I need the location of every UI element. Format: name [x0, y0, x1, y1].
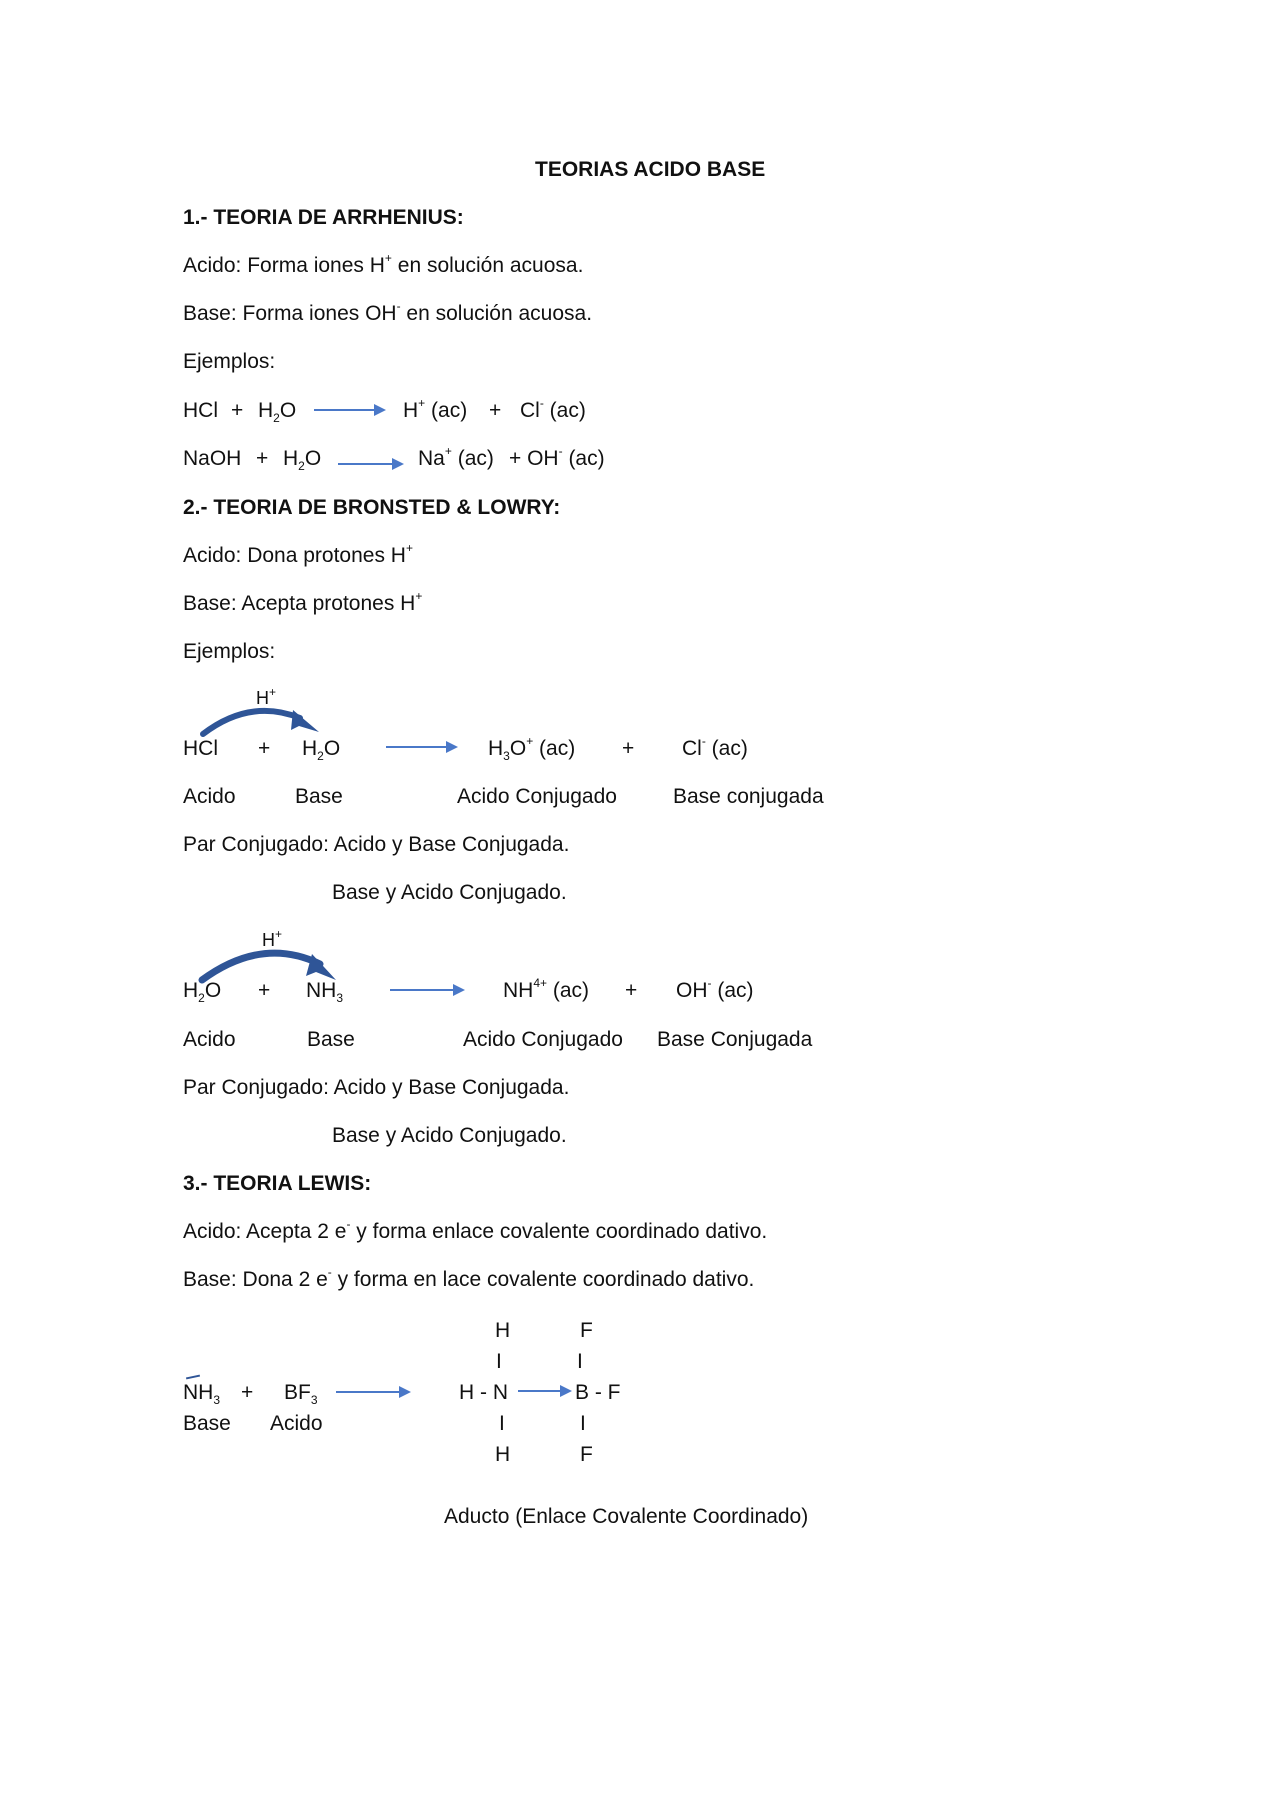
arrhenius-examples-label: Ejemplos:	[183, 350, 276, 373]
atom: H	[495, 1319, 511, 1342]
bond: I	[577, 1350, 583, 1373]
species-label: Base	[307, 1028, 355, 1051]
product: Cl- (ac)	[682, 734, 748, 760]
reaction-arrow	[338, 458, 404, 470]
reactant: $H_2O$	[183, 979, 222, 1005]
species-label: Acido Conjugado	[457, 785, 617, 808]
product: Na+ (ac)	[418, 444, 494, 470]
plus-sign: +	[625, 979, 638, 1002]
proton-transfer-curve	[195, 700, 325, 740]
lewis-heading: 3.- TEORIA LEWIS:	[183, 1172, 372, 1195]
atom-group: B - F	[575, 1381, 621, 1404]
lewis-acid-def: Acido: Acepta 2 e- y forma enlace covalente coordinado dativo.	[183, 1217, 768, 1243]
reactant: $NH_3$	[183, 1381, 221, 1407]
arrhenius-acid-def: Acido: Forma iones H+ en solución acuosa.	[183, 251, 584, 277]
plus-sign: +	[258, 979, 271, 1002]
bronsted-heading: 2.- TEORIA DE BRONSTED & LOWRY:	[183, 496, 561, 519]
plus-sign: +	[489, 399, 502, 422]
plus-sign: +	[241, 1381, 254, 1404]
coordinate-bond-arrow	[518, 1385, 572, 1397]
reactant: $BF_3$	[284, 1381, 318, 1407]
lewis-base-def: Base: Dona 2 e- y forma en lace covalente coordinado dativo.	[183, 1265, 755, 1291]
bond: I	[496, 1350, 502, 1373]
species-label: Base	[183, 1412, 231, 1435]
atom: H	[495, 1443, 511, 1466]
conjugate-pair-line: Par Conjugado: Acido y Base Conjugada.	[183, 1076, 570, 1099]
species-label: Base conjugada	[673, 785, 824, 808]
plus-sign: +	[256, 447, 269, 470]
page-title: TEORIAS ACIDO BASE	[535, 158, 766, 181]
reactant: $H_2O$	[302, 737, 341, 763]
plus-sign: +	[231, 399, 244, 422]
arrhenius-heading: 1.- TEORIA DE ARRHENIUS:	[183, 206, 464, 229]
bronsted-base-def: Base: Acepta protones H+	[183, 589, 423, 615]
reactant: HCl	[183, 399, 218, 422]
reactant: $H_2O$	[283, 447, 322, 473]
proton-transfer-label: H+	[256, 685, 277, 708]
plus-sign: +	[622, 737, 635, 760]
bond: I	[499, 1412, 505, 1435]
product: $NH^{4+}$ (ac)	[503, 976, 590, 1002]
atom: F	[580, 1443, 593, 1466]
reaction-arrow	[314, 404, 386, 416]
product: H+ (ac)	[403, 396, 468, 422]
bond: I	[580, 1412, 586, 1435]
reactant: $NH_3$	[306, 979, 344, 1005]
plus-sign: +	[258, 737, 271, 760]
bronsted-examples-label: Ejemplos:	[183, 640, 276, 663]
adduct-caption: Aducto (Enlace Covalente Coordinado)	[444, 1505, 809, 1528]
bronsted-acid-def: Acido: Dona protones H+	[183, 541, 413, 567]
atom-group: H - N	[459, 1381, 508, 1404]
conjugate-pair-line: Base y Acido Conjugado.	[332, 1124, 567, 1147]
proton-transfer-label: H+	[262, 927, 283, 950]
conjugate-pair-line: Par Conjugado: Acido y Base Conjugada.	[183, 833, 570, 856]
product: Cl- (ac)	[520, 396, 586, 422]
species-label: Acido Conjugado	[463, 1028, 623, 1051]
reactant: NaOH	[183, 447, 242, 470]
species-label: Acido	[270, 1412, 323, 1435]
reactant: HCl	[183, 737, 218, 760]
reaction-arrow	[390, 984, 465, 996]
product: + OH- (ac)	[509, 444, 605, 470]
atom: F	[580, 1319, 593, 1342]
lone-pair-mark	[186, 1375, 200, 1380]
arrhenius-base-def: Base: Forma iones OH- en solución acuosa.	[183, 299, 593, 325]
reaction-arrow	[336, 1386, 411, 1398]
reaction-arrow	[386, 741, 458, 753]
species-label: Acido	[183, 785, 236, 808]
species-label: Base Conjugada	[657, 1028, 813, 1051]
species-label: Base	[295, 785, 343, 808]
product: OH- (ac)	[676, 976, 754, 1002]
conjugate-pair-line: Base y Acido Conjugado.	[332, 881, 567, 904]
product: $H_3O^+$ (ac)	[488, 734, 576, 763]
species-label: Acido	[183, 1028, 236, 1051]
reactant: $H_2O$	[258, 399, 297, 425]
